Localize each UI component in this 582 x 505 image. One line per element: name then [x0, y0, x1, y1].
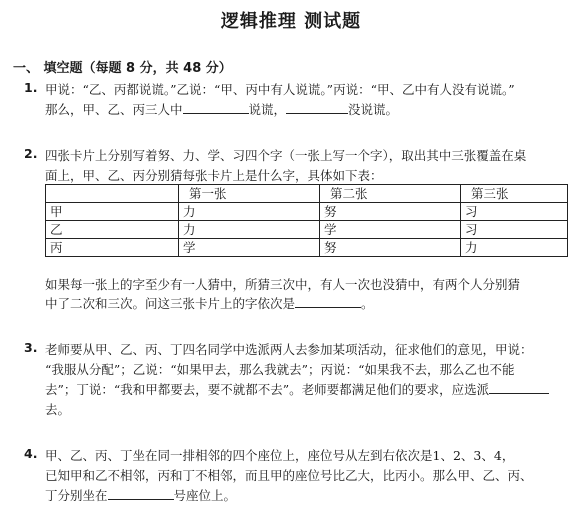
answer-blank-4[interactable] [108, 487, 174, 500]
question-1-text-c: 没说谎。 [348, 102, 399, 117]
question-3-line-1: 老师要从甲、乙、丙、丁四名同学中选派两人去参加某项活动，征求他们的意见，甲说： [45, 342, 533, 357]
question-2-number: 2. [24, 146, 38, 161]
table-row [46, 203, 568, 221]
answer-blank-1b[interactable] [286, 101, 348, 114]
question-2-line-1: 四张卡片上分别写着努、力、学、习四个字（一张上写一个字），取出其中三张覆盖在桌 [45, 148, 527, 163]
table-cell: 力 [461, 239, 568, 257]
table-cell: 努 [320, 239, 461, 257]
table-header-cell: 第一张 [179, 185, 320, 203]
table-header-cell: 第二张 [320, 185, 461, 203]
table-cell: 习 [461, 221, 568, 239]
section-heading [13, 57, 232, 76]
question-2-text-a: 中了二次和三次。问这三张卡片上的字依次是 [45, 296, 296, 311]
answer-blank-3[interactable] [489, 381, 549, 394]
table-cell: 努 [320, 203, 461, 221]
table-cell: 力 [179, 221, 320, 239]
question-1-line-1: 甲说：“乙、丙都说谎。”乙说：“甲、丙中有人说谎。”丙说：“甲、乙中有人没有说谎。” [45, 82, 515, 97]
question-3-number: 3. [24, 340, 38, 355]
question-4-text-b: 号座位上。 [173, 488, 237, 503]
question-1-text-b: 说谎， [248, 102, 287, 117]
question-2-line-2: 面上，甲、乙、丙分别猜每张卡片上是什么字，具体如下表： [45, 168, 383, 183]
question-2-text-b: 。 [361, 296, 374, 311]
table-header-cell: 第三张 [461, 185, 568, 203]
answer-blank-2[interactable] [295, 295, 361, 308]
question-4-text-a: 丁分别坐在 [45, 488, 108, 503]
table-cell: 力 [179, 203, 320, 221]
table-cell: 乙 [46, 221, 179, 239]
question-4-line-2: 已知甲和乙不相邻，丙和丁不相邻，而且甲的座位号比乙大，比丙小。那么甲、乙、丙、 [45, 468, 533, 483]
question-1-text-a: 那么，甲、乙、丙三人中 [45, 102, 183, 117]
answer-blank-1a[interactable] [183, 101, 249, 114]
table-row [46, 239, 568, 257]
table-header-row [46, 185, 568, 203]
question-4-line-1: 甲、乙、丙、丁坐在同一排相邻的四个座位上，座位号从左到右依次是1、2、3、4， [45, 448, 515, 463]
table-header-cell [46, 185, 179, 203]
table-cell: 学 [179, 239, 320, 257]
question-3-line-3 [45, 380, 549, 398]
question-2-after-1: 如果每一张上的字至少有一人猜中，所猜三次中，有人一次也没猜中，有两个人分别猜 [45, 277, 521, 292]
question-4-number: 4. [24, 446, 38, 461]
card-guess-table [45, 184, 568, 257]
section-score: （每题 8 分，共 48 分） [82, 61, 232, 76]
table-cell: 习 [461, 203, 568, 221]
question-3-line-2: “我服从分配”；乙说：“如果甲去，那么我就去”；丙说：“如果我不去，那么乙也不能 [45, 362, 515, 377]
question-3-line-4: 去。 [45, 402, 71, 417]
question-4-line-3 [45, 486, 236, 504]
question-1-line-2 [45, 100, 398, 118]
table-cell: 丙 [46, 239, 179, 257]
table-cell: 学 [320, 221, 461, 239]
question-3-text-a: 去”；丁说：“我和甲都要去，要不就都不去”。老师要都满足他们的要求，应选派 [45, 382, 490, 397]
section-label: 一、 填空题 [13, 61, 83, 76]
question-1-number: 1. [24, 80, 38, 95]
table-row [46, 221, 568, 239]
table-cell: 甲 [46, 203, 179, 221]
question-2-after-2 [45, 294, 374, 312]
page-title: 逻辑推理 测试题 [220, 11, 362, 32]
